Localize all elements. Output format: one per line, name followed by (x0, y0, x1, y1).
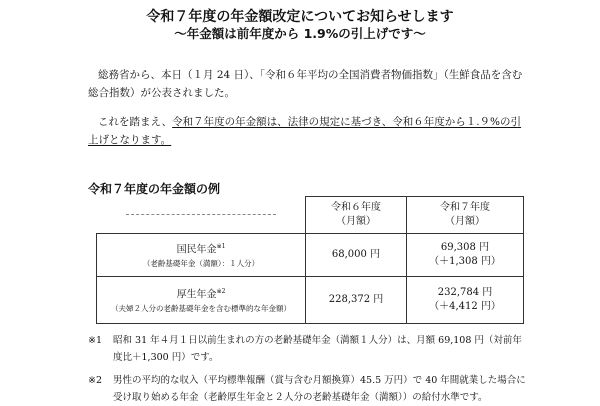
header-fy7-unit: （月額） (445, 216, 485, 227)
intro-paragraph-2-emphasis: 令和７年度の年金額は、法律の規定に基づき、令和６年度から１.９%の引上げとなります。 (88, 116, 522, 146)
row-note-mark: ※1 (216, 243, 226, 251)
row-label-cell (97, 234, 306, 277)
row-fy6-cell (306, 234, 407, 277)
section-title: 令和７年度の年金額の例 (88, 182, 221, 196)
intro-paragraph-2-lead: これを踏まえ、 (98, 116, 173, 128)
row-fy6-amount: 228,372 円 (328, 294, 384, 305)
row-fy7-amount: 69,308 円 (440, 242, 490, 253)
row-fy7-diff: （＋4,412 円） (429, 301, 501, 312)
row-label-cell (97, 277, 306, 324)
row-fy7-amount: 232,784 円 (437, 287, 493, 298)
row-fy7-cell (407, 234, 524, 277)
row-fy7-diff: （＋1,308 円） (429, 256, 501, 267)
footnote-1 (88, 332, 528, 366)
corner-dashed-line (126, 214, 276, 215)
row-note-mark: ※2 (216, 288, 226, 296)
footnote-text: 昭和 31 年４月１日以前生まれの方の老齢基礎年金（満額１人分）は、月額 69,108 円（対前年度比＋1,300 円）です。 (113, 335, 522, 363)
header-fy7: 令和７年度 (440, 202, 490, 213)
row-detail: （夫婦２人分の老齢基礎年金を含む標準的な年金額） (111, 303, 291, 313)
row-name-text: 国民年金 (176, 244, 217, 256)
footnote-text: 男性の平均的な収入（平均標準報酬（賞与含む月額換算）45.5 万円）で 40 年間就業した場合に受け取り始める年金（老齢厚生年金と２人分の老齢基礎年金（満額））の給付水準です。 (113, 375, 526, 403)
row-fy6-amount: 68,000 円 (331, 249, 381, 260)
pension-amount-table (96, 196, 524, 324)
header-fy6: 令和６年度 (331, 202, 381, 213)
row-fy7-cell (407, 277, 524, 324)
table-row (97, 234, 524, 277)
table-corner-cell (97, 197, 306, 234)
footnote-mark: ※1 (88, 335, 103, 346)
row-fy6-cell (306, 277, 407, 324)
page-title: 令和７年度の年金額改定についてお知らせします (146, 9, 454, 25)
row-name-text: 厚生年金 (176, 289, 217, 301)
row-name (97, 285, 305, 302)
header-fy6-unit: （月額） (336, 216, 376, 227)
page-subtitle: ～年金額は前年度から 1.9%の引上げです～ (174, 26, 426, 41)
intro-paragraph-1 (88, 66, 528, 102)
table-header-row (97, 197, 524, 234)
footnote-mark: ※2 (88, 375, 103, 386)
intro-paragraph-2 (88, 113, 528, 149)
header-fy6-cell (306, 197, 407, 234)
row-name (97, 240, 305, 257)
table-row (97, 277, 524, 324)
intro-paragraph-1-text: 総務省から、本日（１月 24 日）、「令和６年平均の全国消費者物価指数」（生鮮食品を含む総合指数）が公表されました。 (88, 69, 523, 99)
header-fy7-cell (407, 197, 524, 234)
row-detail: （老齢基礎年金（満額）：１人分） (142, 258, 260, 268)
footnote-2 (88, 372, 528, 406)
